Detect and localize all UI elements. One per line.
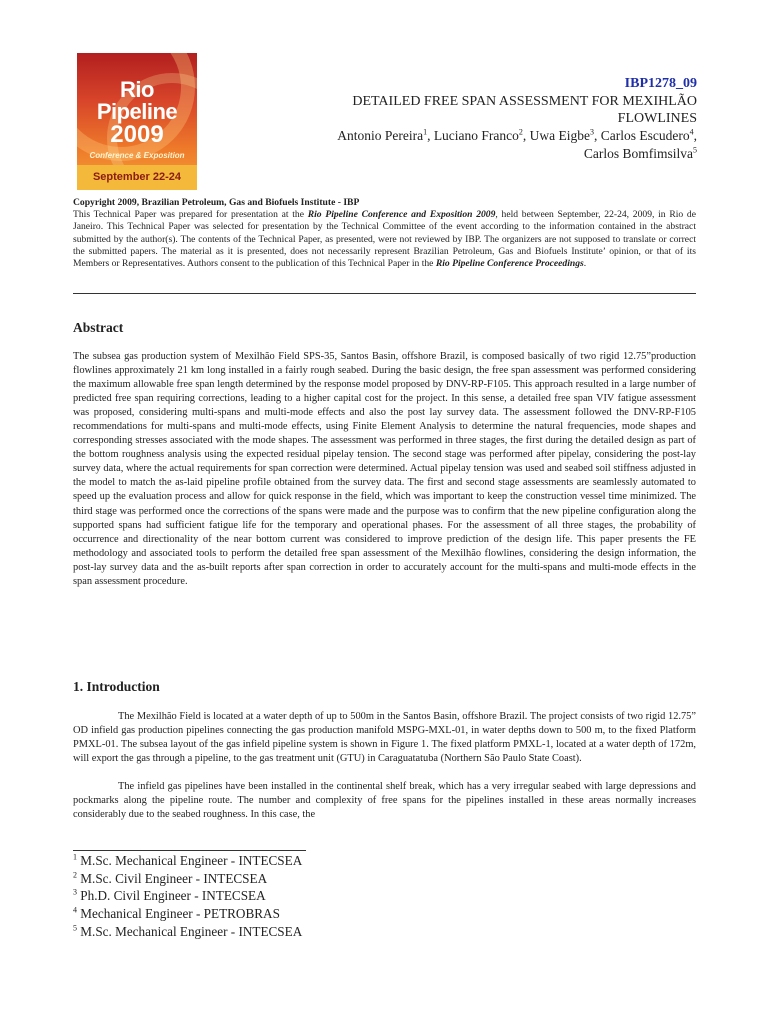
author-name: Uwa Eigbe xyxy=(529,128,591,143)
footnote-divider xyxy=(73,850,306,851)
copyright-text: , held between September, 22-24, 2009, in Rio de Janeiro. This Technical Paper was selected for presentation by the Technical Committee of the event according to the information contained in the abstract submitted by the author(s). The contents of the Technical Paper, as presented, were not reviewed by IBP. The organizers are not supposed to translate or correct the submitted papers. The material as it is presented, does not necessarily represent Brazilian Petroleum, Gas and Biofuels Institute’ opinion, or that of its Members or Representatives. Authors consent to the publication of this Technical Paper in the xyxy=(73,209,696,270)
footnote xyxy=(73,870,302,888)
logo-line-2: Pipeline xyxy=(96,99,178,124)
logo-year: 2009 xyxy=(110,121,164,148)
footnote-text: M.Sc. Mechanical Engineer - INTECSEA xyxy=(77,853,303,868)
copyright-notice xyxy=(73,197,696,270)
logo-dates: September 22-24 xyxy=(77,165,197,190)
event-name: Rio Pipeline Conference and Exposition 2009 xyxy=(307,209,496,221)
author-mark: 5 xyxy=(693,145,697,155)
copyright-text: This Technical Paper was prepared for presentation at the xyxy=(73,209,308,221)
author-mark: 1 xyxy=(423,127,428,137)
paper-title-line-2: FLOWLINES xyxy=(617,111,697,126)
footnote-text: M.Sc. Civil Engineer - INTECSEA xyxy=(77,870,268,886)
proceedings-name: Rio Pipeline Conference Proceedings xyxy=(435,258,584,270)
footnote-text: Mechanical Engineer - PETROBRAS xyxy=(77,906,280,922)
introduction-heading: 1. Introduction xyxy=(73,679,160,694)
author-name: Carlos Bomfimsilva xyxy=(583,146,693,161)
rio-pipeline-logo xyxy=(77,53,197,190)
footnote-mark: 4 xyxy=(73,905,77,915)
footnote xyxy=(73,852,302,870)
footnote-mark: 2 xyxy=(73,870,77,880)
author-list-line-2 xyxy=(584,146,697,162)
footnote xyxy=(73,887,302,905)
copyright-text: . xyxy=(583,258,587,270)
footnote-mark: 5 xyxy=(73,923,77,933)
footnote-text: Ph.D. Civil Engineer - INTECSEA xyxy=(77,888,266,904)
footnote xyxy=(73,923,302,941)
author-mark: 2 xyxy=(518,127,523,137)
author-list-line-1: Antonio Pereira$^1$, Luciano Franco$^2$, Uwa Eigbe$^3$, Carlos Escudero$^4$, xyxy=(337,127,697,143)
copyright-line: Copyright 2009, Brazilian Petroleum, Gas and Biofuels Institute - IBP xyxy=(73,197,360,208)
logo-subtitle: Conference & Exposition xyxy=(89,151,185,160)
paper-id: IBP1278_09 xyxy=(624,76,697,91)
footnote-text: M.Sc. Mechanical Engineer - INTECSEA xyxy=(77,923,303,939)
footnote-mark: 1 xyxy=(73,852,77,862)
abstract-heading: Abstract xyxy=(73,320,124,335)
copyright-body xyxy=(73,209,696,270)
author-name: Carlos Escudero xyxy=(600,128,690,143)
footnote-mark: 3 xyxy=(73,888,77,898)
footnotes xyxy=(73,852,302,941)
introduction-paragraph: The infield gas pipelines have been installed in the continental shelf break, which has a very irregular seabed with large depressions and pockmarks along the pipeline route. The number and complexity of free spans for the pipelines installed in these areas normally increases considerably due to the seabed roughness. In this case, the xyxy=(73,781,696,821)
copyright-divider xyxy=(73,293,696,294)
author-name: Luciano Franco xyxy=(433,128,519,143)
abstract-text: The subsea gas production system of Mexilhão Field SPS-35, Santos Basin, offshore Brazil, is composed basically of two rigid 12.75”production flowlines approximately 21 km long installed in a fairly rough seabed. During the basic design, the free span assessment was performed considering the maximum allowable free span length determined by the response model proposed by DNV-RP-F105. This approach resulted in a large number of predicted free span requiring corrections, leading to a higher capital cost for the project. In this sense, a detailed free span VIV fatigue assessment was proposed, considering multi-spans and multi-mode effects and also the post lay survey data. The assessment followed the DNV-RP-F105 recommendations for multi-spans and multi-mode effects, using Finite Element Analysis to determine the natural frequencies, mode shapes and corresponding stresses associated with the mode shapes. The assessment was performed in three stages, the first during the detailed design as part of the bottom roughness analysis using the expected residual pipelay tension. The second stage was performed after pipelay, considering the post-lay survey data, where the actual requirements for span correction were determined. Actual pipelay tension was used and seabed soil stiffness adjusted in the model to match the as-laid pipeline profile obtained from the survey data. The first and second stage assessments are seamlessly automated to speed up the evaluation process and allow for quick response in the field, which was important to keep the construction vessel time minimized. The third stage was performed once the corrections of the spans were made and the purpose was to confirm that the new pipeline configuration along the supported spans had sufficient fatigue life for the temporary and operational phases. For the assessment of all three stages, the probability of occurrence and directionality of the near bottom current was considered to improve prediction of the design life. This paper presents the FE methodology and associated tools to perform the detailed free span assessment of the Mexilhão flowlines, considering the design information, the post-lay survey data and the as-built reports after span correction in order to accurately account for the multi-spans and multi-mode effects in the span assessment procedure. xyxy=(73,351,696,587)
introduction-paragraph: The Mexilhão Field is located at a water depth of up to 500m in the Santos Basin, offshore Brazil. The project consists of two rigid 12.75” OD infield gas production pipelines connecting the gas production manifold MSPG-MXL-01, in water depths down to 500 m, to the fixed Platform PMXL-01. The subsea layout of the gas infield pipeline system is shown in Figure 1. The fixed platform PMXL-1, located at a water depth of 172m, will export the gas through a pipeline, to the gas treatment unit (GTU) in Caraguatatuba (Northern São Paulo State Coast). xyxy=(73,711,696,765)
logo-line-1: Rio xyxy=(120,77,154,102)
paper-title-line-1: DETAILED FREE SPAN ASSESSMENT FOR MEXIHLÃO xyxy=(352,94,697,109)
author-name: Antonio Pereira xyxy=(337,128,424,143)
author-mark: 3 xyxy=(590,127,595,137)
footnote xyxy=(73,905,302,923)
author-mark: 4 xyxy=(689,127,694,137)
